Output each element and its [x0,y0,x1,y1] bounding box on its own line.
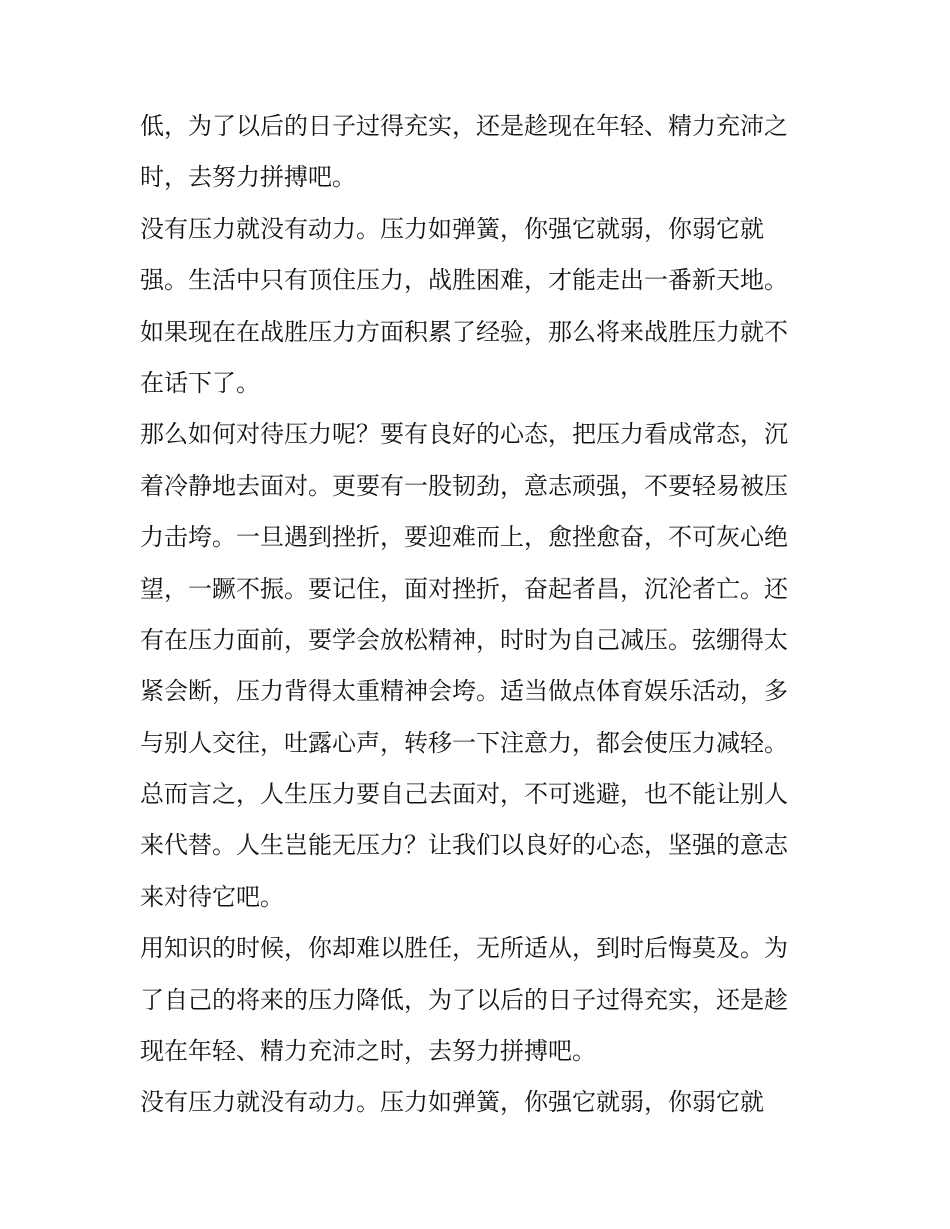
text-line: 没有压力就没有动力。压力如弹簧，你强它就弱，你弱它就 [140,214,764,243]
text-line: 着冷静地去面对。更要有一股韧劲，意志顽强，不要轻易被压 [140,471,788,500]
text-line: 那么如何对待压力呢？要有良好的心态，把压力看成常态，沉 [140,420,788,449]
text-line: 低，为了以后的日子过得充实，还是趁现在年轻、精力充沛之 [140,112,788,140]
text-line: 如果现在在战胜压力方面积累了经验，那么将来战胜压力就不 [140,317,788,346]
text-line: 望，一蹶不振。要记住，面对挫折，奋起者昌，沉沦者亡。还 [140,574,788,603]
document-body [140,101,820,1129]
text-line: 与别人交往，吐露心声，转移一下注意力，都会使压力减轻。 [140,728,788,757]
text-line: 没有压力就没有动力。压力如弹簧，你强它就弱，你弱它就 [140,1088,764,1117]
text-line: 用知识的时候，你却难以胜任，无所适从，到时后悔莫及。为 [140,934,788,963]
text-line: 现在年轻、精力充沛之时，去努力拼搏吧。 [140,1037,596,1066]
text-line: 来代替。人生岂能无压力？让我们以良好的心态，坚强的意志 [140,831,788,860]
text-line: 来对待它吧。 [140,882,284,911]
text-line: 时，去努力拼搏吧。 [140,163,356,192]
text-line: 强。生活中只有顶住压力，战胜困难，才能走出一番新天地。 [140,266,788,295]
text-line: 了自己的将来的压力降低，为了以后的日子过得充实，还是趁 [140,985,788,1014]
text-line: 在话下了。 [140,368,260,397]
text-line: 有在压力面前，要学会放松精神，时时为自己减压。弦绷得太 [140,625,788,654]
text-line: 总而言之，人生压力要自己去面对，不可逃避，也不能让别人 [140,780,788,809]
text-line: 紧会断，压力背得太重精神会垮。适当做点体育娱乐活动，多 [140,677,788,706]
text-line: 力击垮。一旦遇到挫折，要迎难而上，愈挫愈奋，不可灰心绝 [140,523,788,552]
